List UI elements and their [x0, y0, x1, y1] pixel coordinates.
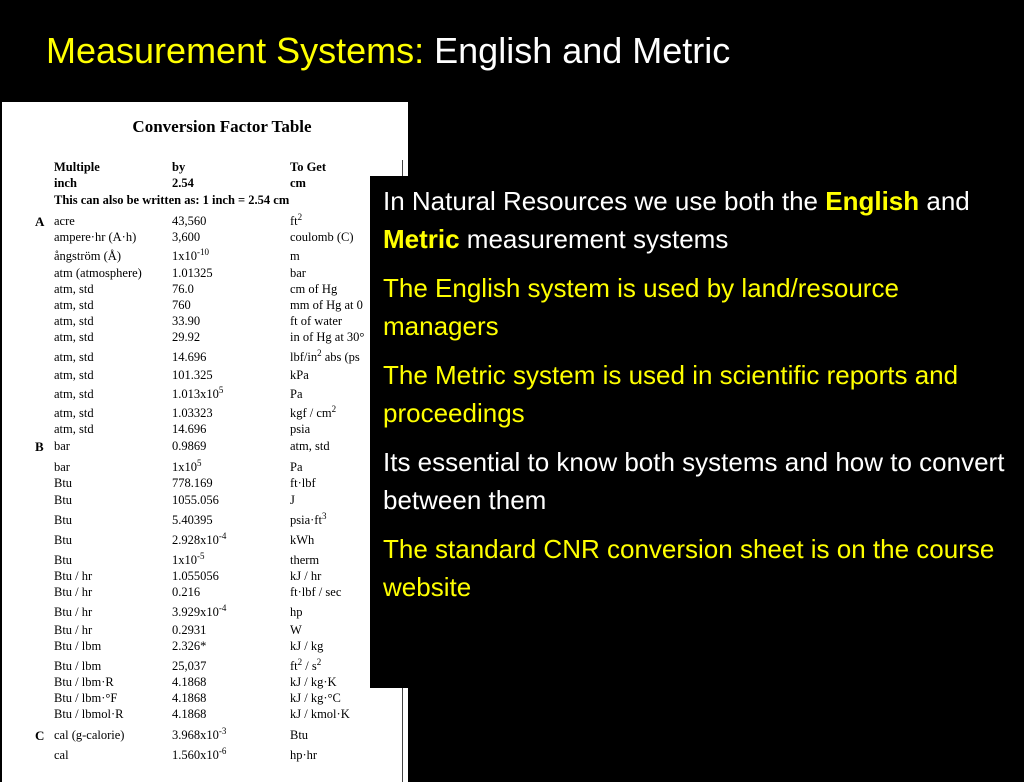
table-cell-to-get: therm — [290, 553, 320, 567]
table-cell-by: 14.696 — [172, 350, 207, 364]
table-cell-by: $3.968x10^{-3}$ — [172, 726, 227, 742]
table-cell-by: 0.216 — [172, 585, 201, 599]
table-cell-multiple: bar — [54, 460, 70, 474]
table-cell-to-get: Btu — [290, 728, 309, 742]
table-cell-to-get: ft·lbf — [290, 476, 316, 490]
table-cell-by: 1.01325 — [172, 266, 213, 280]
table-cell-multiple: atm, std — [54, 406, 94, 420]
conversion-table-image — [2, 102, 408, 782]
paragraph-english-system: The English system is used by land/resource managers — [383, 273, 899, 341]
table-cell-multiple: atm, std — [54, 314, 94, 328]
table-cell-by: 29.92 — [172, 330, 201, 344]
section-letter: A — [35, 214, 45, 229]
table-cell-to-get: hp·hr — [290, 748, 318, 762]
table-cell-by: 2.326* — [172, 639, 207, 653]
intro-text-b: measurement systems — [459, 224, 729, 254]
text-panel — [370, 176, 1024, 688]
paragraph-know-both: Its essential to know both systems and how to convert between them — [383, 447, 1005, 515]
table-cell-multiple: atm, std — [54, 282, 94, 296]
table-cell-to-get: psia — [290, 422, 311, 436]
table-cell-to-get: bar — [290, 266, 306, 280]
table-cell-by: 4.1868 — [172, 691, 207, 705]
table-cell-multiple: bar — [54, 439, 70, 453]
table-cell-by: $1x10^{-10}$ — [172, 247, 209, 263]
table-cell-multiple: Btu / lbm — [54, 639, 102, 653]
table-cell-to-get: lbf/$in^2$ abs (ps — [290, 348, 360, 364]
example-to-get: cm — [290, 176, 306, 190]
table-cell-by: 14.696 — [172, 422, 207, 436]
table-cell-to-get: kgf / $cm^2$ — [290, 404, 337, 420]
table-cell-to-get: $ft^2 / s^2$ — [290, 657, 322, 673]
table-cell-to-get: coulomb (C) — [290, 230, 354, 244]
table-cell-multiple: cal (g-calorie) — [54, 728, 125, 742]
table-cell-by: $1x10^5$ — [172, 458, 202, 474]
table-cell-multiple: Btu / hr — [54, 605, 93, 619]
table-cell-by: $2.928x10^{-4}$ — [172, 531, 227, 547]
table-cell-to-get: $psia\cdot ft^3$ — [290, 511, 327, 527]
table-cell-multiple: atm, std — [54, 422, 94, 436]
table-cell-by: 4.1868 — [172, 707, 207, 721]
table-cell-to-get: Pa — [290, 460, 303, 474]
table-cell-multiple: Btu — [54, 513, 73, 527]
table-cell-multiple: Btu — [54, 553, 73, 567]
table-cell-to-get: kJ / kg·K — [290, 675, 337, 689]
slide-title-part1: Measurement Systems: — [46, 30, 425, 71]
slide-title-part2: English and Metric — [434, 30, 731, 71]
example-multiple: inch — [54, 176, 77, 190]
table-cell-multiple: Btu / lbm·R — [54, 675, 114, 689]
table-note: This can also be written as: 1 inch = 2.54 cm — [54, 193, 290, 207]
table-cell-to-get: J — [290, 493, 295, 507]
table-cell-to-get: cm of Hg — [290, 282, 338, 296]
table-cell-to-get: kJ / kg — [290, 639, 324, 653]
table-cell-by: 5.40395 — [172, 513, 213, 527]
table-cell-to-get: $ft^2$ — [290, 212, 303, 228]
table-cell-by: 0.9869 — [172, 439, 207, 453]
example-by: 2.54 — [172, 176, 194, 190]
table-cell-to-get: kWh — [290, 533, 315, 547]
table-cell-by: 76.0 — [172, 282, 194, 296]
table-cell-to-get: hp — [290, 605, 303, 619]
table-cell-multiple: ampere·hr (A·h) — [54, 230, 137, 244]
table-cell-to-get: m — [290, 249, 300, 263]
table-cell-multiple: Btu — [54, 476, 73, 490]
section-letter: C — [35, 728, 45, 743]
table-cell-multiple: Btu / lbm — [54, 659, 102, 673]
table-cell-to-get: atm, std — [290, 439, 330, 453]
table-cell-multiple: atm, std — [54, 387, 94, 401]
table-cell-to-get: ft·lbf / sec — [290, 585, 342, 599]
table-cell-to-get: in of Hg at 30° — [290, 330, 365, 344]
table-cell-by: $1x10^{-5}$ — [172, 551, 205, 567]
slide-title — [46, 30, 730, 72]
table-cell-by: $3.929x10^{-4}$ — [172, 603, 227, 619]
table-cell-multiple: Btu / lbmol·R — [54, 707, 124, 721]
intro-text-a: In Natural Resources we use both the — [383, 186, 826, 216]
table-cell-by: 4.1868 — [172, 675, 207, 689]
table-cell-by: 101.325 — [172, 368, 213, 382]
table-cell-to-get: kJ / kmol·K — [290, 707, 350, 721]
table-cell-by: 1.055056 — [172, 569, 219, 583]
table-cell-multiple: Btu — [54, 533, 73, 547]
table-cell-to-get: kJ / hr — [290, 569, 322, 583]
table-cell-by: 25,037 — [172, 659, 207, 673]
paragraph-conversion-sheet: The standard CNR conversion sheet is on the course website — [383, 534, 995, 602]
header-by: by — [172, 160, 186, 174]
table-cell-multiple: Btu / hr — [54, 585, 93, 599]
table-cell-by: 1.03323 — [172, 406, 213, 420]
table-cell-multiple: atm (atmosphere) — [54, 266, 142, 280]
table-cell-to-get: kPa — [290, 368, 309, 382]
table-cell-multiple: atm, std — [54, 330, 94, 344]
table-cell-to-get: Pa — [290, 387, 303, 401]
table-title: Conversion Factor Table — [132, 117, 312, 136]
highlight-english: English — [825, 186, 920, 216]
table-cell-multiple: ångström (Å) — [54, 249, 121, 263]
table-cell-by: 760 — [172, 298, 191, 312]
section-letter: B — [35, 439, 44, 454]
table-cell-by: 3,600 — [172, 230, 201, 244]
table-cell-multiple: acre — [54, 214, 75, 228]
table-cell-by: 43,560 — [172, 214, 207, 228]
table-cell-by: 0.2931 — [172, 623, 207, 637]
table-cell-multiple: Btu / lbm·°F — [54, 691, 118, 705]
table-cell-multiple: atm, std — [54, 368, 94, 382]
table-cell-to-get: kJ / kg·°C — [290, 691, 341, 705]
table-cell-to-get: W — [290, 623, 302, 637]
table-cell-multiple: cal — [54, 748, 69, 762]
header-to-get: To Get — [290, 160, 326, 174]
header-multiple: Multiple — [54, 160, 100, 174]
table-cell-multiple: Btu — [54, 493, 73, 507]
table-cell-multiple: atm, std — [54, 350, 94, 364]
table-cell-multiple: Btu / hr — [54, 623, 93, 637]
highlight-metric: Metric — [383, 224, 460, 254]
table-cell-by: 778.169 — [172, 476, 213, 490]
table-cell-by: 1055.056 — [172, 493, 219, 507]
table-cell-by: $1.013x10^5$ — [172, 385, 224, 401]
paragraph-intro — [383, 182, 1016, 258]
table-cell-multiple: Btu / hr — [54, 569, 93, 583]
paragraph-metric-system: The Metric system is used in scientific reports and proceedings — [383, 360, 959, 428]
table-cell-by: $1.560x10^{-6}$ — [172, 746, 227, 762]
table-cell-to-get: ft of water — [290, 314, 343, 328]
table-cell-to-get: mm of Hg at 0 — [290, 298, 363, 312]
table-cell-by: 33.90 — [172, 314, 201, 328]
intro-text-and: and — [919, 186, 970, 216]
table-cell-multiple: atm, std — [54, 298, 94, 312]
